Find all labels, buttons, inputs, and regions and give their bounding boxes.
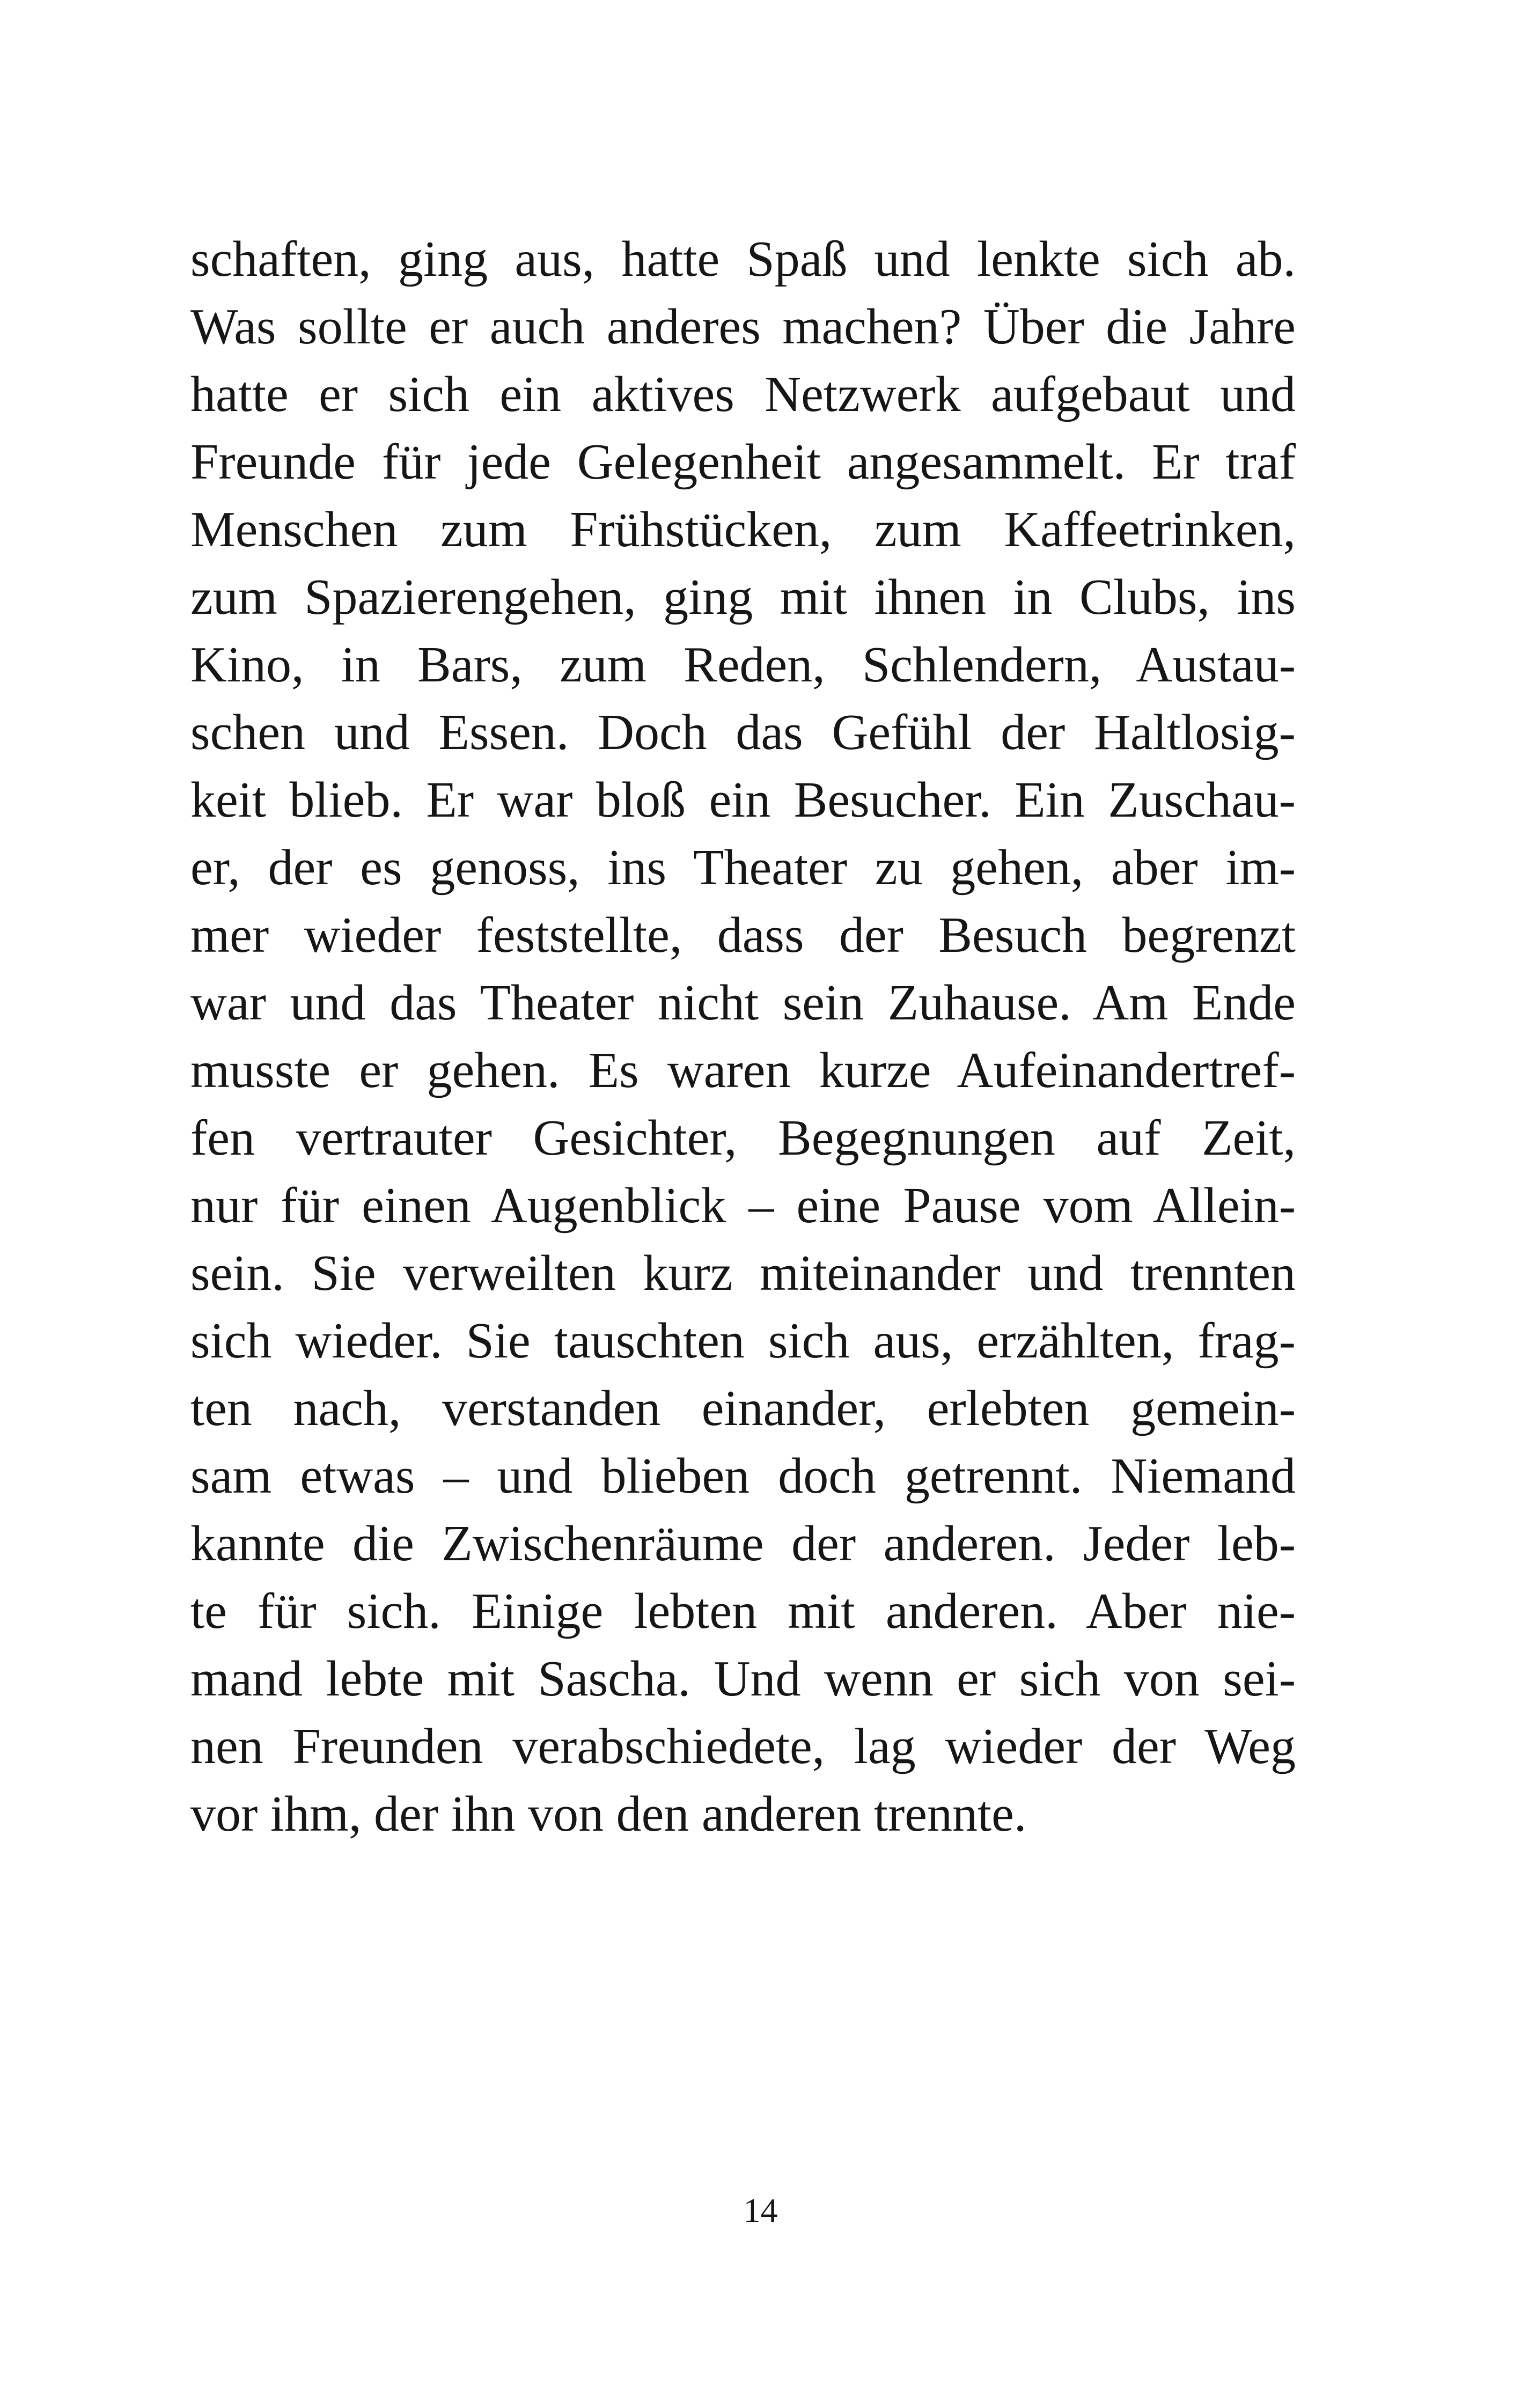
text-line: schen und Essen. Doch das Gefühl der Haltlosig- bbox=[190, 704, 1296, 760]
text-line: keit blieb. Er war bloß ein Besucher. Ein Zuschau- bbox=[190, 772, 1296, 828]
text-line: Freunde für jede Gelegenheit angesammelt. Er traf bbox=[190, 434, 1296, 490]
text-line: Menschen zum Frühstücken, zum Kaffeetrinken, bbox=[190, 502, 1296, 557]
text-line: ten nach, verstanden einander, erlebten gemein- bbox=[190, 1381, 1296, 1436]
text-line: sich wieder. Sie tauschten sich aus, erzählten, frag- bbox=[190, 1313, 1296, 1369]
text-line: Kino, in Bars, zum Reden, Schlendern, Austau- bbox=[190, 637, 1296, 693]
text-line: zum Spazierengehen, ging mit ihnen in Clubs, ins bbox=[190, 569, 1296, 625]
text-line: nur für einen Augenblick – eine Pause vom Allein- bbox=[190, 1178, 1296, 1234]
text-line-last: vor ihm, der ihn von den anderen trennte. bbox=[190, 1786, 1027, 1842]
text-line: er, der es genoss, ins Theater zu gehen, aber im- bbox=[190, 840, 1296, 895]
page-number: 14 bbox=[743, 2191, 778, 2229]
text-line: sam etwas – und blieben doch getrennt. Niemand bbox=[190, 1448, 1296, 1504]
text-line: war und das Theater nicht sein Zuhause. Am Ende bbox=[190, 975, 1296, 1031]
body-paragraph bbox=[190, 225, 1296, 1848]
text-line: kannte die Zwischenräume der anderen. Jeder leb- bbox=[190, 1516, 1296, 1572]
text-line: sein. Sie verweilten kurz miteinander und trennten bbox=[190, 1245, 1296, 1301]
text-line: hatte er sich ein aktives Netzwerk aufgebaut und bbox=[190, 366, 1296, 422]
text-line: nen Freunden verabschiedete, lag wieder der Weg bbox=[190, 1719, 1296, 1774]
text-line: Was sollte er auch anderes machen? Über die Jahre bbox=[190, 299, 1296, 355]
text-line: mer wieder feststellte, dass der Besuch begrenzt bbox=[190, 907, 1296, 963]
text-line: musste er gehen. Es waren kurze Aufeinandertref- bbox=[190, 1043, 1296, 1098]
text-line: fen vertrauter Gesichter, Begegnungen auf Zeit, bbox=[190, 1110, 1296, 1166]
text-line: schaften, ging aus, hatte Spaß und lenkte sich ab. bbox=[190, 231, 1296, 287]
text-line: te für sich. Einige lebten mit anderen. Aber nie- bbox=[190, 1583, 1296, 1639]
text-line: mand lebte mit Sascha. Und wenn er sich von sei- bbox=[190, 1651, 1296, 1707]
